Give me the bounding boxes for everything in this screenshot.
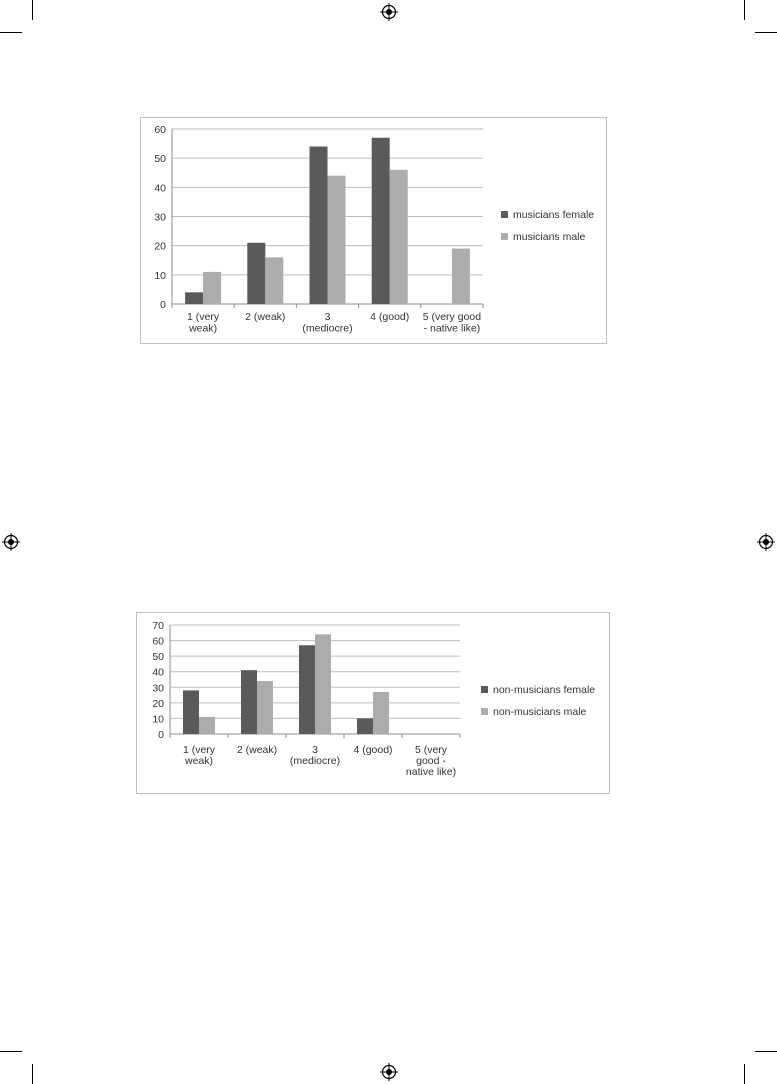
bar bbox=[199, 717, 215, 734]
registration-mark-icon bbox=[380, 3, 398, 21]
registration-mark-icon bbox=[380, 1063, 398, 1081]
x-category-label-line: 1 (very bbox=[182, 744, 216, 756]
x-category-label bbox=[237, 744, 277, 756]
x-category-label bbox=[302, 311, 352, 335]
y-tick-label: 60 bbox=[152, 635, 164, 648]
chart-musicians bbox=[140, 117, 607, 344]
crop-mark bbox=[32, 1064, 33, 1084]
x-category-label-line: 3 bbox=[312, 744, 318, 756]
y-tick-label: 20 bbox=[154, 240, 166, 253]
legend-swatch bbox=[481, 686, 488, 693]
crop-mark bbox=[744, 0, 745, 20]
x-category-label-line: 1 (very bbox=[187, 311, 220, 323]
x-category-label-line: weak) bbox=[189, 322, 218, 335]
crop-mark bbox=[0, 1051, 22, 1052]
y-tick-label: 20 bbox=[152, 697, 164, 710]
y-tick-label: 0 bbox=[158, 729, 164, 741]
x-category-label-line: (mediocre) bbox=[302, 322, 353, 335]
y-tick-label: 50 bbox=[154, 153, 166, 166]
y-tick-label: 60 bbox=[154, 124, 166, 136]
bar bbox=[452, 249, 470, 304]
x-category-label bbox=[187, 311, 220, 335]
x-category-label bbox=[370, 311, 409, 323]
y-tick-label: 70 bbox=[152, 620, 164, 632]
x-category-label bbox=[183, 744, 216, 767]
legend-swatch bbox=[501, 233, 508, 240]
crop-mark bbox=[755, 1051, 777, 1052]
x-category-label-line: good - bbox=[416, 755, 446, 767]
bar bbox=[241, 670, 257, 734]
crop-mark bbox=[755, 32, 777, 33]
legend-label: musicians female bbox=[513, 209, 595, 221]
bar bbox=[247, 243, 265, 304]
x-category-label bbox=[290, 744, 340, 767]
y-tick-label: 0 bbox=[160, 299, 166, 311]
registration-mark-icon bbox=[757, 533, 775, 551]
y-tick-label: 10 bbox=[154, 269, 166, 282]
chart-non-musicians bbox=[136, 612, 610, 794]
legend-label: non-musicians female bbox=[493, 684, 596, 696]
x-category-label bbox=[245, 311, 285, 323]
bar bbox=[203, 272, 221, 304]
y-tick-label: 40 bbox=[154, 182, 166, 195]
x-category-label bbox=[423, 311, 482, 335]
y-tick-label: 10 bbox=[152, 713, 164, 726]
bar bbox=[265, 257, 283, 304]
x-category-label-line: 2 (weak) bbox=[245, 311, 286, 323]
bar bbox=[310, 147, 328, 305]
chart-musicians-svg bbox=[141, 118, 608, 345]
crop-mark bbox=[744, 1064, 745, 1084]
bar bbox=[357, 718, 373, 734]
x-category-label-line: 5 (very good bbox=[422, 311, 482, 323]
registration-mark-icon bbox=[2, 533, 20, 551]
legend-swatch bbox=[481, 708, 488, 715]
bar bbox=[315, 634, 331, 734]
y-tick-label: 50 bbox=[152, 651, 164, 664]
x-category-label-line: 4 (good) bbox=[353, 744, 393, 756]
x-category-label-line: - native like) bbox=[423, 322, 481, 335]
bar bbox=[328, 176, 346, 304]
y-tick-label: 30 bbox=[152, 682, 164, 695]
bar bbox=[257, 681, 273, 734]
x-category-label-line: 5 (very bbox=[414, 744, 448, 756]
bar bbox=[390, 170, 408, 304]
x-category-label-line: (mediocre) bbox=[289, 755, 341, 767]
bar bbox=[185, 292, 203, 304]
legend-label: musicians male bbox=[513, 231, 586, 243]
y-tick-label: 30 bbox=[154, 211, 166, 224]
x-category-label-line: 2 (weak) bbox=[236, 744, 278, 756]
bar bbox=[373, 692, 389, 734]
bar bbox=[372, 138, 390, 304]
legend-swatch bbox=[501, 211, 508, 218]
x-category-label-line: 4 (good) bbox=[370, 311, 410, 323]
crop-mark bbox=[32, 0, 33, 20]
x-category-label bbox=[353, 744, 392, 756]
bar bbox=[183, 690, 199, 734]
crop-mark bbox=[0, 32, 22, 33]
x-category-label-line: native like) bbox=[405, 766, 457, 778]
y-tick-label: 40 bbox=[152, 666, 164, 679]
legend-label: non-musicians male bbox=[493, 706, 587, 718]
x-category-label bbox=[406, 744, 456, 778]
x-category-label-line: 3 bbox=[324, 311, 331, 323]
chart-non-musicians-svg bbox=[137, 613, 611, 795]
bar bbox=[299, 645, 315, 734]
x-category-label-line: weak) bbox=[184, 755, 214, 767]
